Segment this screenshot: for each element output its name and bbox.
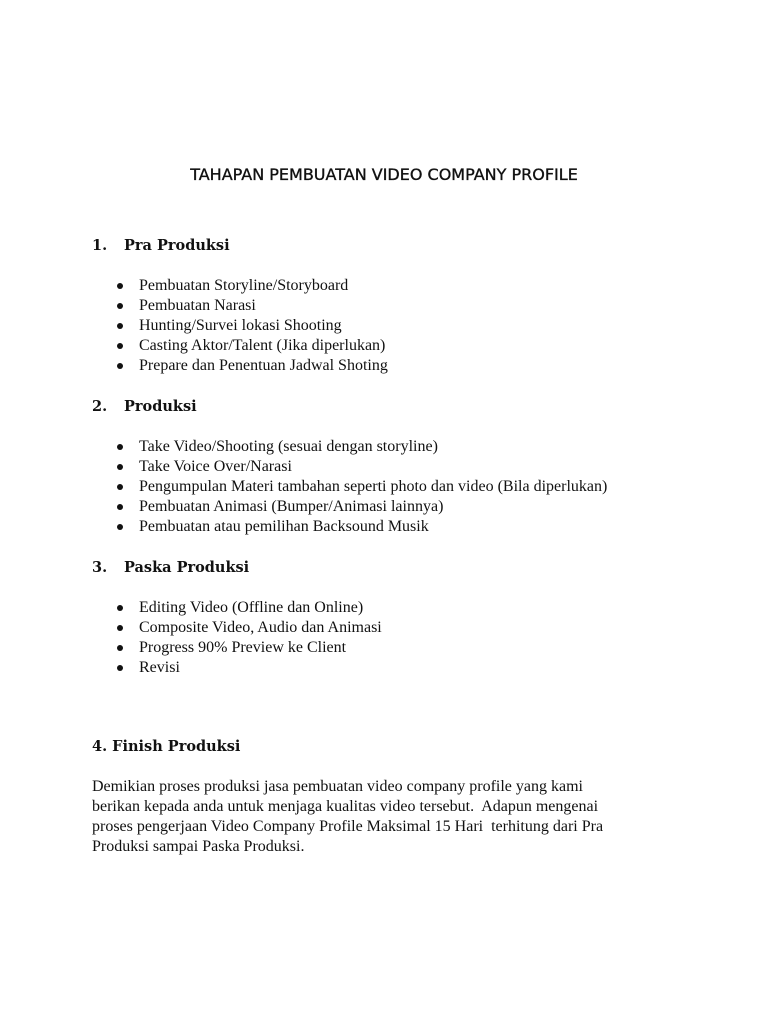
bullet-icon <box>117 524 123 530</box>
bullet-icon <box>117 363 123 369</box>
list-item-text: Revisi <box>139 659 180 676</box>
list-item-text: Progress 90% Preview ke Client <box>139 639 347 656</box>
bullet-list-pra-produksi <box>114 276 388 376</box>
list-item <box>114 477 607 497</box>
bullet-icon <box>117 283 123 289</box>
closing-paragraph <box>92 777 672 857</box>
list-item <box>114 276 388 296</box>
list-item <box>114 497 607 517</box>
list-item <box>114 638 382 658</box>
section-heading-pra-produksi <box>92 237 230 254</box>
bullet-icon <box>117 625 123 631</box>
list-item-text: Pembuatan Animasi (Bumper/Animasi lainnya) <box>139 498 444 515</box>
list-item-text: Composite Video, Audio dan Animasi <box>139 619 382 636</box>
list-item-text: Casting Aktor/Talent (Jika diperlukan) <box>139 337 386 354</box>
section-heading-produksi <box>92 398 197 415</box>
section-heading-paska-produksi <box>92 559 249 576</box>
bullet-icon <box>117 323 123 329</box>
list-item <box>114 296 388 316</box>
bullet-icon <box>117 444 123 450</box>
list-item <box>114 316 388 336</box>
bullet-icon <box>117 464 123 470</box>
list-item-text: Take Video/Shooting (sesuai dengan storyline) <box>139 438 438 455</box>
document-title: TAHAPAN PEMBUATAN VIDEO COMPANY PROFILE <box>190 165 578 184</box>
list-item <box>114 457 607 477</box>
list-item <box>114 658 382 678</box>
bullet-icon <box>117 605 123 611</box>
list-item <box>114 618 382 638</box>
section-title: Produksi <box>124 398 197 415</box>
list-item-text: Pembuatan atau pemilihan Backsound Musik <box>139 518 429 535</box>
list-item-text: Pembuatan Narasi <box>139 297 256 314</box>
bullet-list-produksi <box>114 437 607 537</box>
paragraph-line: proses pengerjaan Video Company Profile Maksimal 15 Hari terhitung dari Pra <box>92 818 604 835</box>
bullet-icon <box>117 665 123 671</box>
section-heading-finish-produksi: 4. Finish Produksi <box>92 738 241 755</box>
list-item <box>114 437 607 457</box>
list-item-text: Prepare dan Penentuan Jadwal Shoting <box>139 357 388 374</box>
paragraph-line: berikan kepada anda untuk menjaga kualitas video tersebut. Adapun mengenai <box>92 798 599 815</box>
section-number: 1. <box>92 237 108 254</box>
list-item <box>114 517 607 537</box>
list-item-text: Editing Video (Offline dan Online) <box>139 599 364 616</box>
bullet-icon <box>117 504 123 510</box>
list-item-text: Take Voice Over/Narasi <box>139 458 292 475</box>
bullet-icon <box>117 645 123 651</box>
section-number: 2. <box>92 398 108 415</box>
paragraph-line: Produksi sampai Paska Produksi. <box>92 838 305 855</box>
paragraph-line: Demikian proses produksi jasa pembuatan video company profile yang kami <box>92 778 583 795</box>
section-title: Pra Produksi <box>124 237 230 254</box>
list-item-text: Pembuatan Storyline/Storyboard <box>139 277 349 294</box>
list-item-text: Hunting/Survei lokasi Shooting <box>139 317 342 334</box>
section-number: 3. <box>92 559 108 576</box>
section-title: Paska Produksi <box>124 559 250 576</box>
bullet-icon <box>117 303 123 309</box>
list-item-text: Pengumpulan Materi tambahan seperti photo dan video (Bila diperlukan) <box>139 478 608 495</box>
bullet-list-paska-produksi <box>114 598 382 678</box>
list-item <box>114 356 388 376</box>
bullet-icon <box>117 484 123 490</box>
bullet-icon <box>117 343 123 349</box>
list-item <box>114 336 388 356</box>
list-item <box>114 598 382 618</box>
